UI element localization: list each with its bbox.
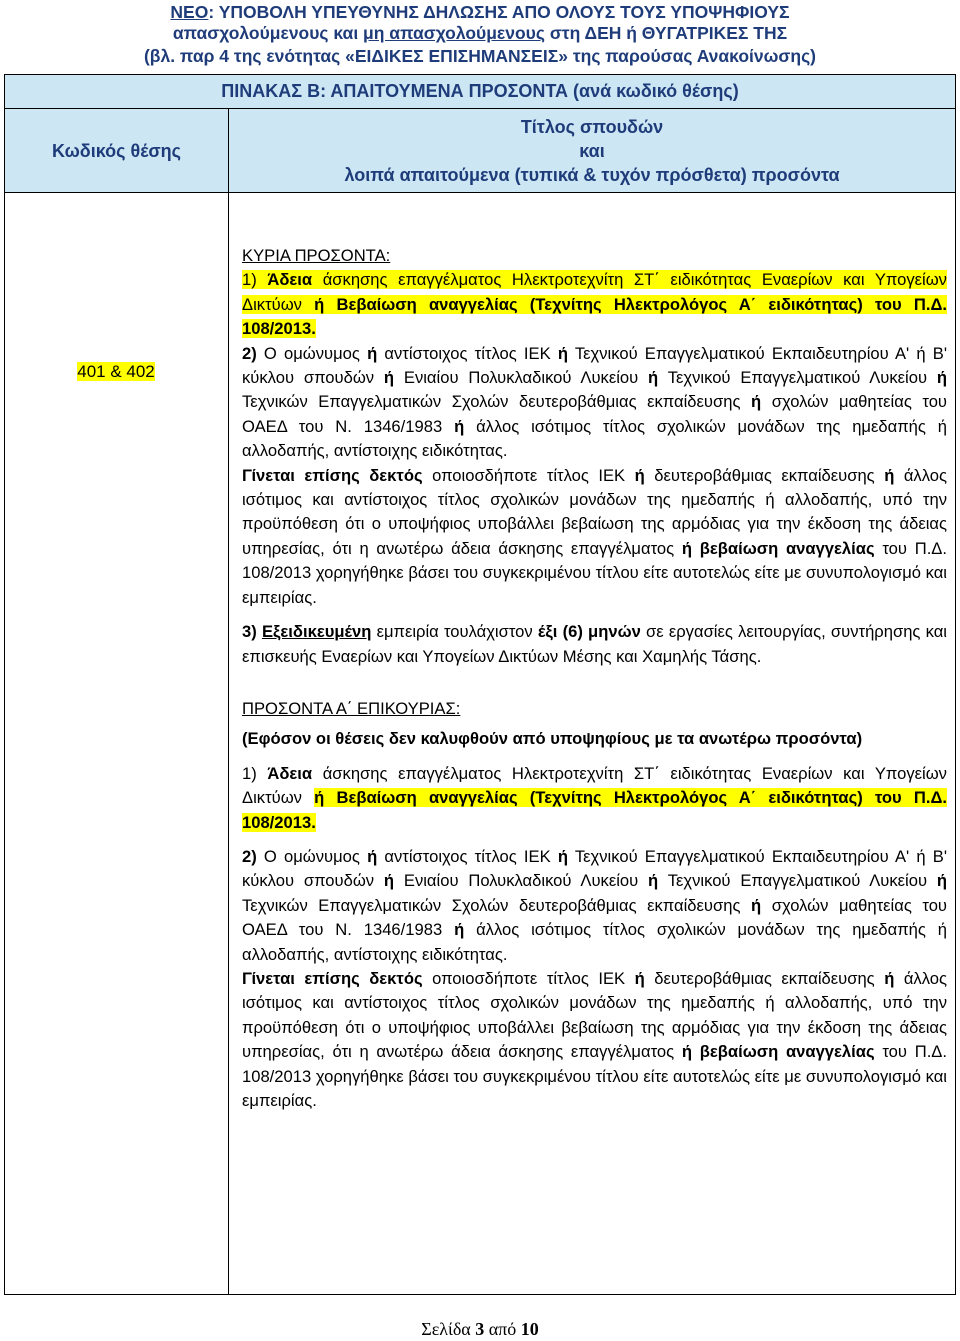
notice-line-1: ΝΕΟ: ΥΠΟΒΟΛΗ ΥΠΕΥΘΥΝΗΣ ΔΗΛΩΣΗΣ ΑΠΟ ΟΛΟΥΣ ΤΟΥΣ ΥΠΟΨΗΦΙΟΥΣ (170, 2, 790, 22)
aux-item-1: 1) Άδεια άσκησης επαγγέλματος Ηλεκτροτεχνίτη ΣΤ΄ ειδικότητας Εναερίων και Υπογείων Δικτύων ή Βεβαίωση αναγγελίας (Τεχνίτης Ηλεκτρολόγος Α΄ ειδικότητας) του Π.Δ. 108/2013. (242, 763, 948, 832)
page-footer: Σελίδα 3 από 10 (421, 1319, 539, 1339)
main-item-1: 1) Άδεια άσκησης επαγγέλματος Ηλεκτροτεχνίτη ΣΤ΄ ειδικότητας Εναερίων και Υπογείων Δικτύων ή Βεβαίωση αναγγελίας (Τεχνίτης Ηλεκτρολόγος Α΄ ειδικότητας) του Π.Δ. 108/2013. (242, 270, 948, 339)
position-code: 401 & 402 (77, 362, 155, 381)
main-also-accepted: Γίνεται επίσης δεκτός οποιοσδήποτε τίτλος ΙΕΚ ή δευτεροβάθμιας εκπαίδευσης ή άλλος ισότιμος και αντίστοιχος τίτλος σχολικών μονάδων της ημεδαπής ή αλλοδαπής, υπό την προϋπόθεση ότι ο υποψήφιος υποβάλλει βεβαίωση της αρμόδιας για την έκδοση της άδειας υπηρεσίας, ότι η ανωτέρω άδεια άσκησης επαγγέλματος ή βεβαίωση αναγγελίας του Π.Δ. 108/2013 χορηγήθηκε βάσει του συγκεκριμένου τίτλου είτε αυτοτελώς είτε με συνυπολογισμό και εμπειρίας. (242, 465, 947, 607)
main-item-3: 3) Εξειδικευμένη εμπειρία τουλάχιστον έξι (6) μηνών σε εργασίες λειτουργίας, συντήρησης και επισκευής Εναερίων και Υπογείων Δικτύων Μέσης και Χαμηλής Τάσης. (242, 622, 947, 666)
table-title: ΠΙΝΑΚΑΣ Β: ΑΠΑΙΤΟΥΜΕΝΑ ΠΡΟΣΟΝΤΑ (ανά κωδικό θέσης) (5, 75, 956, 109)
aux-also-accepted: Γίνεται επίσης δεκτός οποιοσδήποτε τίτλος ΙΕΚ ή δευτεροβάθμιας εκπαίδευσης ή άλλος ισότιμος και αντίστοιχος τίτλος σχολικών μονάδων της ημεδαπής ή αλλοδαπής, υπό την προϋπόθεση ότι ο υποψήφιος υποβάλλει βεβαίωση της αρμόδιας για την έκδοση της άδειας υπηρεσίας, ότι η ανωτέρω άδεια άσκησης επαγγέλματος ή βεβαίωση αναγγελίας του Π.Δ. 108/2013 χορηγήθηκε βάσει του συγκεκριμένου τίτλου είτε αυτοτελώς είτε με συνυπολογισμό και εμπειρίας. (242, 968, 947, 1110)
aux-item-2: 2) Ο ομώνυμος ή αντίστοιχος τίτλος ΙΕΚ ή Τεχνικού Επαγγελματικού Εκπαιδευτηρίου Α' ή Β' κύκλου σπουδών ή Ενιαίου Πολυκλαδικού Λυκείου ή Τεχνικού Επαγγελματικού Λυκείου ή Τεχνικών Επαγγελματικών Σχολών δευτεροβάθμιας εκπαίδευσης ή σχολών μαθητείας του ΟΑΕΔ του Ν. 1346/1983 ή άλλος ισότιμος τίτλος σχολικών μονάδων της ημεδαπής ή αλλοδαπής, αντίστοιχης ειδικότητας. (242, 846, 947, 964)
aux-qualifications-title: ΠΡΟΣΟΝΤΑ Α΄ ΕΠΙΚΟΥΡΙΑΣ: (242, 698, 461, 718)
aux-note: (Εφόσον οι θέσεις δεν καλυφθούν από υποψηφίους με τα ανωτέρω προσόντα) (242, 729, 863, 749)
main-qualifications-title: ΚΥΡΙΑ ΠΡΟΣΟΝΤΑ: (242, 246, 391, 265)
notice-header (0, 0, 960, 78)
col-header-qualifications: Τίτλος σπουδών και λοιπά απαιτούμενα (τυπικά & τυχόν πρόσθετα) προσόντα (229, 109, 956, 193)
new-label: ΝΕΟ (170, 2, 209, 22)
qualifications-cell (242, 244, 947, 1113)
main-item-2: 2) Ο ομώνυμος ή αντίστοιχος τίτλος ΙΕΚ ή Τεχνικού Επαγγελματικού Εκπαιδευτηρίου Α' ή Β' κύκλου σπουδών ή Ενιαίου Πολυκλαδικού Λυκείου ή Τεχνικού Επαγγελματικού Λυκείου ή Τεχνικών Επαγγελματικών Σχολών δευτεροβάθμιας εκπαίδευσης ή σχολών μαθητείας του ΟΑΕΔ του Ν. 1346/1983 ή άλλος ισότιμος τίτλος σχολικών μονάδων της ημεδαπής ή αλλοδαπής, αντίστοιχης ειδικότητας. (242, 343, 947, 461)
requirements-table (4, 74, 956, 193)
notice-line-2: απασχολούμενους και μη απασχολούμενους στη ΔΕΗ ή ΘΥΓΑΤΡΙΚΕΣ ΤΗΣ (172, 23, 788, 43)
column-divider (228, 192, 229, 1295)
col-header-code: Κωδικός θέσης (5, 109, 229, 193)
notice-line-3: (βλ. παρ 4 της ενότητας «ΕΙΔΙΚΕΣ ΕΠΙΣΗΜΑΝΣΕΙΣ» της παρούσας Ανακοίνωσης) (143, 46, 817, 66)
